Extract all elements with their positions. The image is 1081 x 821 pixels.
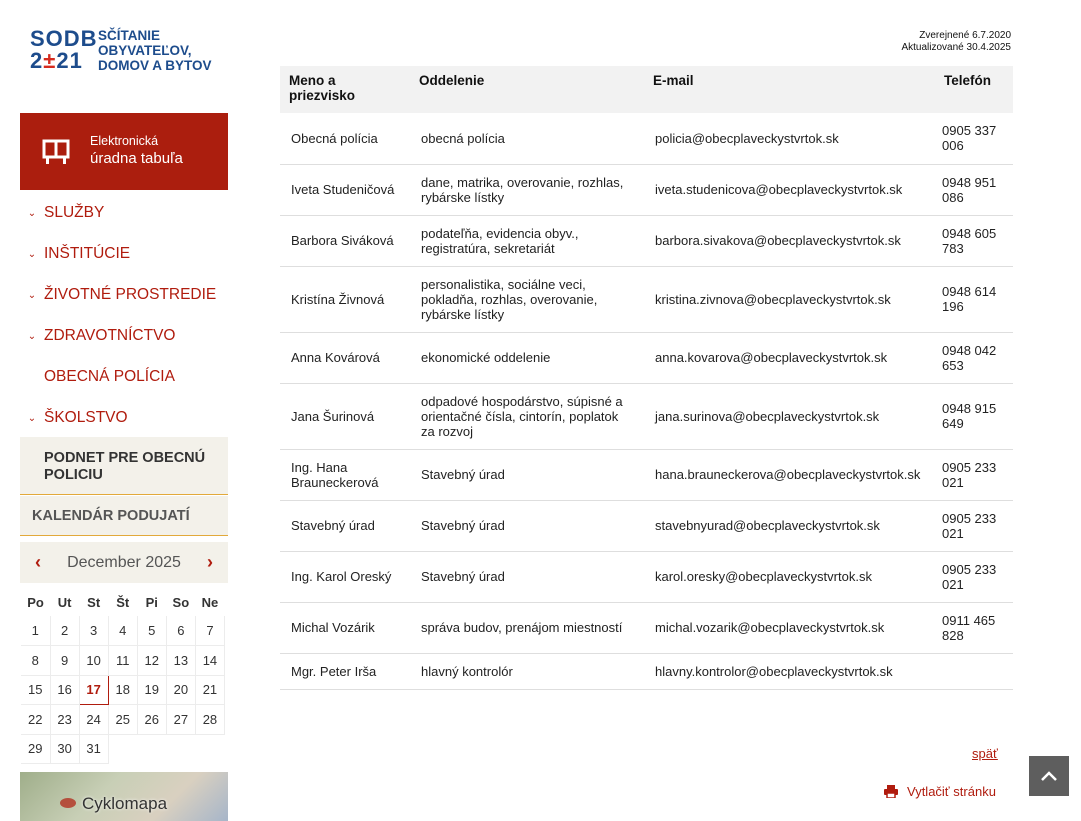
- table-row: [280, 113, 1013, 164]
- nav-item-institucie[interactable]: [20, 233, 228, 274]
- calendar-day[interactable]: 28: [195, 705, 224, 735]
- cell-phone: 0905 233 021: [935, 449, 1013, 500]
- calendar-day[interactable]: 8: [21, 646, 50, 676]
- nav-item-sluzby[interactable]: [20, 192, 228, 233]
- chevron-down-icon: ⌄: [27, 413, 37, 424]
- cell-phone: 0905 233 021: [935, 551, 1013, 602]
- calendar-week: [21, 616, 225, 646]
- calendar-day[interactable]: 2: [50, 616, 79, 646]
- cell-email[interactable]: barbora.sivakova@obecplaveckystvrtok.sk: [644, 215, 935, 266]
- calendar-week: [21, 705, 225, 735]
- nav-item-skolstvo[interactable]: [20, 397, 228, 438]
- weekday: Po: [27, 594, 44, 610]
- cell-name: Barbora Siváková: [280, 215, 410, 266]
- logo-number-top: SODB: [30, 26, 98, 51]
- official-board-banner[interactable]: [20, 113, 228, 190]
- chevron-up-icon: [1040, 770, 1058, 782]
- calendar-week: [21, 675, 225, 705]
- calendar-day[interactable]: 13: [166, 646, 195, 676]
- calendar-month: December 2025: [67, 553, 181, 571]
- calendar-header: [20, 542, 228, 583]
- table-header-row: [280, 66, 1013, 113]
- cell-name: Stavebný úrad: [280, 500, 410, 551]
- nav-item-zdravotnictvo[interactable]: [20, 315, 228, 356]
- cell-department: odpadové hospodárstvo, súpisné a orientačné čísla, cintorín, poplatok za rozvoj: [410, 383, 644, 449]
- calendar-day[interactable]: 9: [50, 646, 79, 676]
- police-report-link[interactable]: PODNET PRE OBECNÚ POLICIU: [20, 437, 228, 495]
- calendar-empty-cell: [166, 734, 195, 764]
- chevron-down-icon: ⌄: [27, 249, 37, 260]
- nav-item-obecna-policia[interactable]: [20, 356, 228, 397]
- cyklomapa-banner[interactable]: [20, 772, 228, 821]
- scroll-to-top-button[interactable]: [1029, 756, 1069, 796]
- cell-name: Obecná polícia: [280, 113, 410, 164]
- calendar-day[interactable]: 1: [21, 616, 50, 646]
- calendar-day[interactable]: 6: [166, 616, 195, 646]
- board-line-2: úradna tabuľa: [90, 150, 183, 167]
- logo-number-right: 21: [56, 48, 83, 73]
- column-header-email: E-mail: [644, 66, 935, 113]
- map-marker-icon: [60, 798, 76, 808]
- sodb-logo[interactable]: [30, 24, 230, 76]
- calendar-empty-cell: [108, 734, 137, 764]
- cell-department: ekonomické oddelenie: [410, 332, 644, 383]
- cell-name: Ing. Karol Oreský: [280, 551, 410, 602]
- chevron-down-icon: ⌄: [27, 331, 37, 342]
- calendar-day[interactable]: 3: [79, 616, 108, 646]
- cell-phone: [935, 653, 1013, 689]
- cell-department: správa budov, prenájom miestností: [410, 602, 644, 653]
- calendar-day-today[interactable]: 17: [79, 675, 108, 705]
- calendar-day[interactable]: 30: [50, 734, 79, 764]
- nav-label: OBECNÁ POLÍCIA: [44, 367, 175, 385]
- cell-department: personalistika, sociálne veci, pokladňa, rozhlas, overovanie, rybárske lístky: [410, 266, 644, 332]
- nav-item-zivotne-prostredie[interactable]: [20, 274, 228, 315]
- calendar-week: [21, 646, 225, 676]
- calendar-day[interactable]: 14: [195, 646, 224, 676]
- cell-email[interactable]: anna.kovarova@obecplaveckystvrtok.sk: [644, 332, 935, 383]
- cell-email[interactable]: kristina.zivnova@obecplaveckystvrtok.sk: [644, 266, 935, 332]
- column-header-name: Meno a priezvisko: [280, 66, 410, 113]
- calendar-day[interactable]: 19: [137, 675, 166, 705]
- side-nav: [20, 192, 228, 438]
- cell-name: Jana Šurinová: [280, 383, 410, 449]
- cell-email[interactable]: stavebnyurad@obecplaveckystvrtok.sk: [644, 500, 935, 551]
- table-row: [280, 500, 1013, 551]
- chevron-down-icon: ⌄: [27, 290, 37, 301]
- cell-name: Michal Vozárik: [280, 602, 410, 653]
- calendar-day[interactable]: 27: [166, 705, 195, 735]
- calendar-prev-button[interactable]: ‹: [35, 552, 41, 572]
- publication-dates: [901, 30, 1011, 54]
- cell-email[interactable]: jana.surinova@obecplaveckystvrtok.sk: [644, 383, 935, 449]
- updated-date: Aktualizované 30.4.2025: [901, 42, 1011, 53]
- calendar-day[interactable]: 25: [108, 705, 137, 735]
- logo-number: [30, 28, 98, 72]
- logo-line-3: DOMOV A BYTOV: [98, 57, 212, 73]
- nav-label: INŠTITÚCIE: [44, 244, 131, 262]
- logo-number-bottom: [30, 50, 98, 72]
- cell-department: Stavebný úrad: [410, 551, 644, 602]
- logo-text: [98, 28, 212, 73]
- table-row: [280, 266, 1013, 332]
- logo-line-1: SČÍTANIE: [98, 27, 161, 43]
- cell-phone: 0948 915 649: [935, 383, 1013, 449]
- cyklomapa-label: Cyklomapa: [82, 794, 168, 813]
- table-row: [280, 215, 1013, 266]
- board-line-1: Elektronická: [90, 134, 159, 148]
- calendar-next-button[interactable]: ›: [207, 552, 213, 572]
- calendar-title: KALENDÁR PODUJATÍ: [20, 496, 228, 536]
- weekday: Ut: [57, 594, 72, 610]
- cell-name: Iveta Studeničová: [280, 164, 410, 215]
- print-label: Vytlačiť stránku: [907, 784, 996, 799]
- calendar-day[interactable]: 21: [195, 675, 224, 705]
- table-row: [280, 164, 1013, 215]
- board-text: [90, 134, 183, 169]
- calendar-day[interactable]: 10: [79, 646, 108, 676]
- weekday: St: [87, 594, 101, 610]
- notice-board-icon: [42, 138, 70, 166]
- cell-name: Anna Kovárová: [280, 332, 410, 383]
- cell-department: dane, matrika, overovanie, rozhlas, rybárske lístky: [410, 164, 644, 215]
- cell-department: Stavebný úrad: [410, 500, 644, 551]
- calendar-day[interactable]: 26: [137, 705, 166, 735]
- calendar-day[interactable]: 5: [137, 616, 166, 646]
- calendar-empty-cell: [195, 734, 224, 764]
- print-page-button[interactable]: [884, 784, 996, 799]
- cell-email[interactable]: michal.vozarik@obecplaveckystvrtok.sk: [644, 602, 935, 653]
- calendar-day[interactable]: 22: [21, 705, 50, 735]
- calendar-day[interactable]: 16: [50, 675, 79, 705]
- weekday: Št: [116, 594, 130, 610]
- calendar-day[interactable]: 29: [21, 734, 50, 764]
- cell-email[interactable]: hlavny.kontrolor@obecplaveckystvrtok.sk: [644, 653, 935, 689]
- calendar-day[interactable]: 20: [166, 675, 195, 705]
- cell-department: podateľňa, evidencia obyv., registratúra, sekretariát: [410, 215, 644, 266]
- column-header-phone: Telefón: [935, 66, 1013, 113]
- cell-phone: 0948 614 196: [935, 266, 1013, 332]
- back-link[interactable]: späť: [972, 746, 998, 761]
- cell-name: Mgr. Peter Irša: [280, 653, 410, 689]
- table-row: [280, 551, 1013, 602]
- calendar-day[interactable]: 7: [195, 616, 224, 646]
- calendar-day[interactable]: 31: [79, 734, 108, 764]
- cell-department: obecná polícia: [410, 113, 644, 164]
- cell-department: Stavebný úrad: [410, 449, 644, 500]
- weekday: Pi: [145, 594, 158, 610]
- table-row: [280, 383, 1013, 449]
- column-header-department: Oddelenie: [410, 66, 644, 113]
- calendar-empty-cell: [137, 734, 166, 764]
- cell-phone: 0911 465 828: [935, 602, 1013, 653]
- weekday: So: [172, 594, 190, 610]
- cell-email[interactable]: karol.oresky@obecplaveckystvrtok.sk: [644, 551, 935, 602]
- calendar-day[interactable]: 15: [21, 675, 50, 705]
- logo-line-2: OBYVATEĽOV,: [98, 42, 192, 58]
- printer-icon: [884, 785, 898, 798]
- nav-label: SLUŽBY: [44, 203, 105, 221]
- calendar-day[interactable]: 11: [108, 646, 137, 676]
- logo-number-left: 2: [30, 48, 44, 73]
- nav-label: ŽIVOTNÉ PROSTREDIE: [44, 285, 217, 303]
- weekday: Ne: [201, 594, 219, 610]
- chevron-down-icon: ⌄: [27, 208, 37, 219]
- calendar-day[interactable]: 12: [137, 646, 166, 676]
- logo-plus-minus: ±: [43, 48, 57, 73]
- cell-department: hlavný kontrolór: [410, 653, 644, 689]
- cell-phone: 0948 042 653: [935, 332, 1013, 383]
- calendar-week: [21, 734, 225, 764]
- nav-label: ZDRAVOTNÍCTVO: [44, 326, 176, 344]
- calendar-day[interactable]: 18: [108, 675, 137, 705]
- contacts-table: [280, 66, 1013, 690]
- table-row: [280, 332, 1013, 383]
- nav-label: ŠKOLSTVO: [44, 408, 128, 426]
- table-row: [280, 653, 1013, 689]
- cell-phone: 0948 951 086: [935, 164, 1013, 215]
- cell-email[interactable]: policia@obecplaveckystvrtok.sk: [644, 113, 935, 164]
- cell-name: Kristína Živnová: [280, 266, 410, 332]
- published-date: Zverejnené 6.7.2020: [919, 30, 1011, 41]
- calendar-day[interactable]: 4: [108, 616, 137, 646]
- calendar-grid: [21, 588, 225, 764]
- calendar-weekdays: [21, 588, 225, 616]
- cell-phone: 0948 605 783: [935, 215, 1013, 266]
- table-row: [280, 449, 1013, 500]
- cell-email[interactable]: hana.brauneckerova@obecplaveckystvrtok.sk: [644, 449, 935, 500]
- table-row: [280, 602, 1013, 653]
- cell-phone: 0905 233 021: [935, 500, 1013, 551]
- cell-phone: 0905 337 006: [935, 113, 1013, 164]
- cell-email[interactable]: iveta.studenicova@obecplaveckystvrtok.sk: [644, 164, 935, 215]
- calendar-day[interactable]: 24: [79, 705, 108, 735]
- cell-name: Ing. Hana Brauneckerová: [280, 449, 410, 500]
- calendar-day[interactable]: 23: [50, 705, 79, 735]
